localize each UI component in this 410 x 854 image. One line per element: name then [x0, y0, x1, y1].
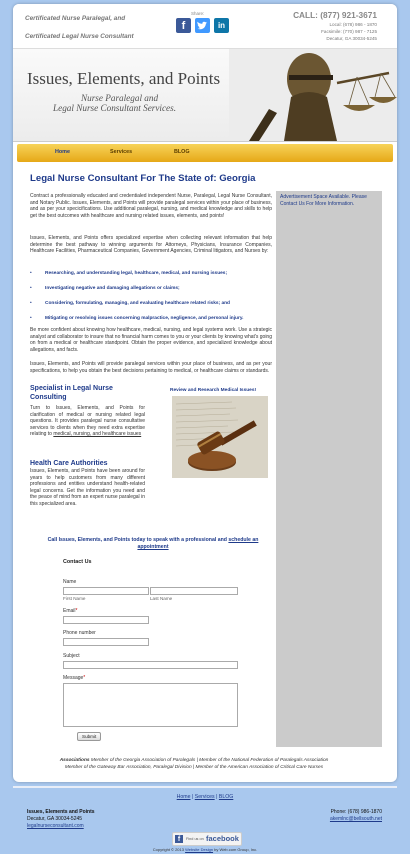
share-label: Share: — [191, 11, 205, 16]
footer-nav-separator: | — [190, 794, 195, 800]
first-name-label: First Name — [63, 596, 86, 601]
sidebar — [276, 191, 382, 747]
nav-home[interactable]: Home — [55, 149, 70, 155]
website-design-link[interactable]: Website Design — [185, 847, 214, 852]
bullet-text-3: Considering, formulating, managing, and evaluating healthcare related risks; and — [45, 301, 230, 306]
call-number: CALL: (877) 921-3671 — [293, 10, 377, 20]
lady-justice-image — [229, 49, 397, 141]
first-name-input[interactable] — [63, 587, 149, 595]
copyright — [0, 847, 410, 852]
name-label: Name — [63, 579, 77, 585]
expertise-paragraph: Issues, Elements, and Points offers specialized expertise when collecting relevant information that help determine the best pathway to winning arguments for Attorneys, Physicians, Insurance Companies, Healthcare Facilities, Pharmaceutical Companies, Government Agencies, Criminal litigators, and Nurses by: — [30, 235, 272, 254]
main-nav — [17, 144, 393, 162]
message-label-text: Message — [63, 675, 84, 681]
footer-nav-home[interactable]: Home — [176, 794, 191, 800]
banner — [13, 48, 397, 142]
footer-company: Issues, Elements and Points — [27, 809, 95, 815]
schedule-appointment-link[interactable]: schedule an appointment — [137, 537, 259, 550]
local-phone: Local: (678) 986 - 1870 — [329, 22, 377, 27]
specialist-text: Turn to Issues, Elements, and Points for clarification of medical or nursing related legal questions. It provides paralegal nurse consultative services to clients when they need extra expertise relating to — [30, 405, 145, 437]
city-address: Decatur, GA 30034-5245 — [326, 36, 377, 41]
message-label: Message* — [63, 675, 86, 681]
specialist-paragraph — [30, 405, 145, 438]
email-field[interactable] — [63, 616, 149, 624]
last-name-label: Last Name — [150, 596, 173, 601]
footer-email-link[interactable]: akemlnc@bellsouth.net — [329, 816, 382, 822]
footer-nav — [0, 794, 410, 800]
confidence-paragraph: Be more confident about knowing how healthcare, medical, nursing, and legal systems work. Use a strategic analyst and collaborator to insure that no financial harm comes to you or your clients by knowing what's going on from a medical or healthcare standpoint. Obtain the proper evidence, and specialized knowledge about allegations, and facts. — [30, 327, 272, 353]
call-to-action — [41, 537, 265, 551]
footer-nav-services[interactable]: Services — [194, 794, 215, 800]
nav-services[interactable]: Services — [110, 149, 133, 155]
nav-blog[interactable]: BLOG — [174, 149, 190, 155]
subject-label: Subject — [63, 653, 80, 659]
submit-button[interactable]: Submit — [77, 732, 101, 741]
copyright-text: Copyright © 2013 — [152, 847, 186, 852]
contact-form — [63, 559, 253, 743]
footer-phone: Phone: (678) 986-1870 — [330, 809, 382, 815]
ad-space-text[interactable]: Advertisement Space Available. Please Contact Us For More Information. — [280, 194, 367, 207]
twitter-icon[interactable] — [195, 18, 210, 33]
footer-address: Decatur, GA 30034-5245 — [27, 816, 83, 822]
facebook-badge-icon: f — [175, 835, 183, 843]
call-to-action-text: Call Issues, Elements, and Points today to speak with a professional and — [47, 537, 227, 543]
copyright-end: by Web.com Group, Inc. — [213, 847, 258, 852]
phone-field[interactable] — [63, 638, 149, 646]
facebook-icon[interactable]: f — [176, 18, 191, 33]
footer-nav-separator: | — [214, 794, 219, 800]
footer-nav-blog[interactable]: BLOG — [218, 794, 234, 800]
associations-line-2: Member of the Gateway Bar Association, Paralegal Division | Member of the American Association of Critical Care Nurses — [64, 765, 324, 770]
intro-paragraph: Contract a professionally educated and credentialed independent Nurse, Paralegal, Legal Nurse Consultant, and Notary Public. Issues, Elements, and Points will provide paralegal services within your place of business, and as per your specicifications. Use additional paralegal, nursing, and medical knowledge and skills to help get the best outcomes with healthcare and nursing related issues, elements, and points! — [30, 193, 272, 219]
facebook-wordmark: facebook — [206, 834, 239, 843]
message-textarea[interactable] — [63, 683, 238, 727]
find-us-text: Find us on — [186, 837, 204, 841]
bullet-text-2: Investigating negative and damaging allegations or claims; — [45, 286, 180, 291]
last-name-input[interactable] — [150, 587, 238, 595]
fax-number: Facsimile: (770) 987 - 7125 — [321, 29, 377, 34]
banner-subtitle-2: Legal Nurse Consultant Services. — [53, 103, 177, 113]
healthcare-authorities-heading: Health Care Authorities — [30, 460, 108, 467]
associations-label: Associations — [59, 758, 90, 763]
subject-field[interactable] — [63, 661, 238, 669]
footer-website-link[interactable]: legalnurseconsultant.com — [27, 823, 84, 829]
form-title: Contact Us — [63, 559, 92, 565]
facebook-find-us-badge[interactable] — [172, 832, 242, 846]
footer-divider — [13, 786, 397, 788]
banner-subtitle-1: Nurse Paralegal and — [81, 93, 159, 103]
phone-label: Phone number — [63, 630, 96, 636]
page-container — [13, 4, 397, 782]
email-label: Email* — [63, 608, 78, 614]
associations — [24, 757, 364, 771]
medical-issues-link[interactable]: medical, nursing, and healthcare issues — [53, 431, 142, 437]
email-label-text: Email — [63, 608, 76, 614]
gavel-image — [172, 396, 268, 478]
bullet-text-1: Researching, and understanding legal, healthcare, medical, and nursing issues; — [45, 271, 228, 276]
twitter-bird-icon — [195, 18, 210, 33]
healthcare-authorities-paragraph: Issues, Elements, and Points have been around for years to help customers from many different professions and entities understand health-related legal concerns. Get the information you need and the peace of mind from an expert nurse paralegal in this specialized area. — [30, 468, 145, 507]
tagline-2: Certificated Legal Nurse Consultant — [25, 33, 134, 40]
page-title: Legal Nurse Consultant For The State of: Georgia — [30, 173, 256, 184]
tagline-1: Certificated Nurse Paralegal, and — [25, 15, 126, 22]
bullet-text-4: Mitigating or resolving issues concerning malpractice, negligence, and personal injury. — [45, 316, 244, 321]
linkedin-icon[interactable]: in — [214, 18, 229, 33]
header — [13, 4, 397, 48]
banner-title: Issues, Elements, and Points — [27, 69, 221, 88]
specialist-heading: Specialist in Legal Nurse Consulting — [30, 385, 113, 401]
services-paragraph: Issues, Elements, and Points will provide paralegal services within your place of business, and as per your specifications, to help you obtain the best decisions pertaining to medical, or healthcare claims or standards. — [30, 361, 272, 374]
image-caption: Review and Research Medical Issues! — [170, 388, 257, 393]
associations-line-1: Member of the Georgia Association of Paralegals | Member of the National Federation of Paralegals Association — [89, 758, 329, 763]
